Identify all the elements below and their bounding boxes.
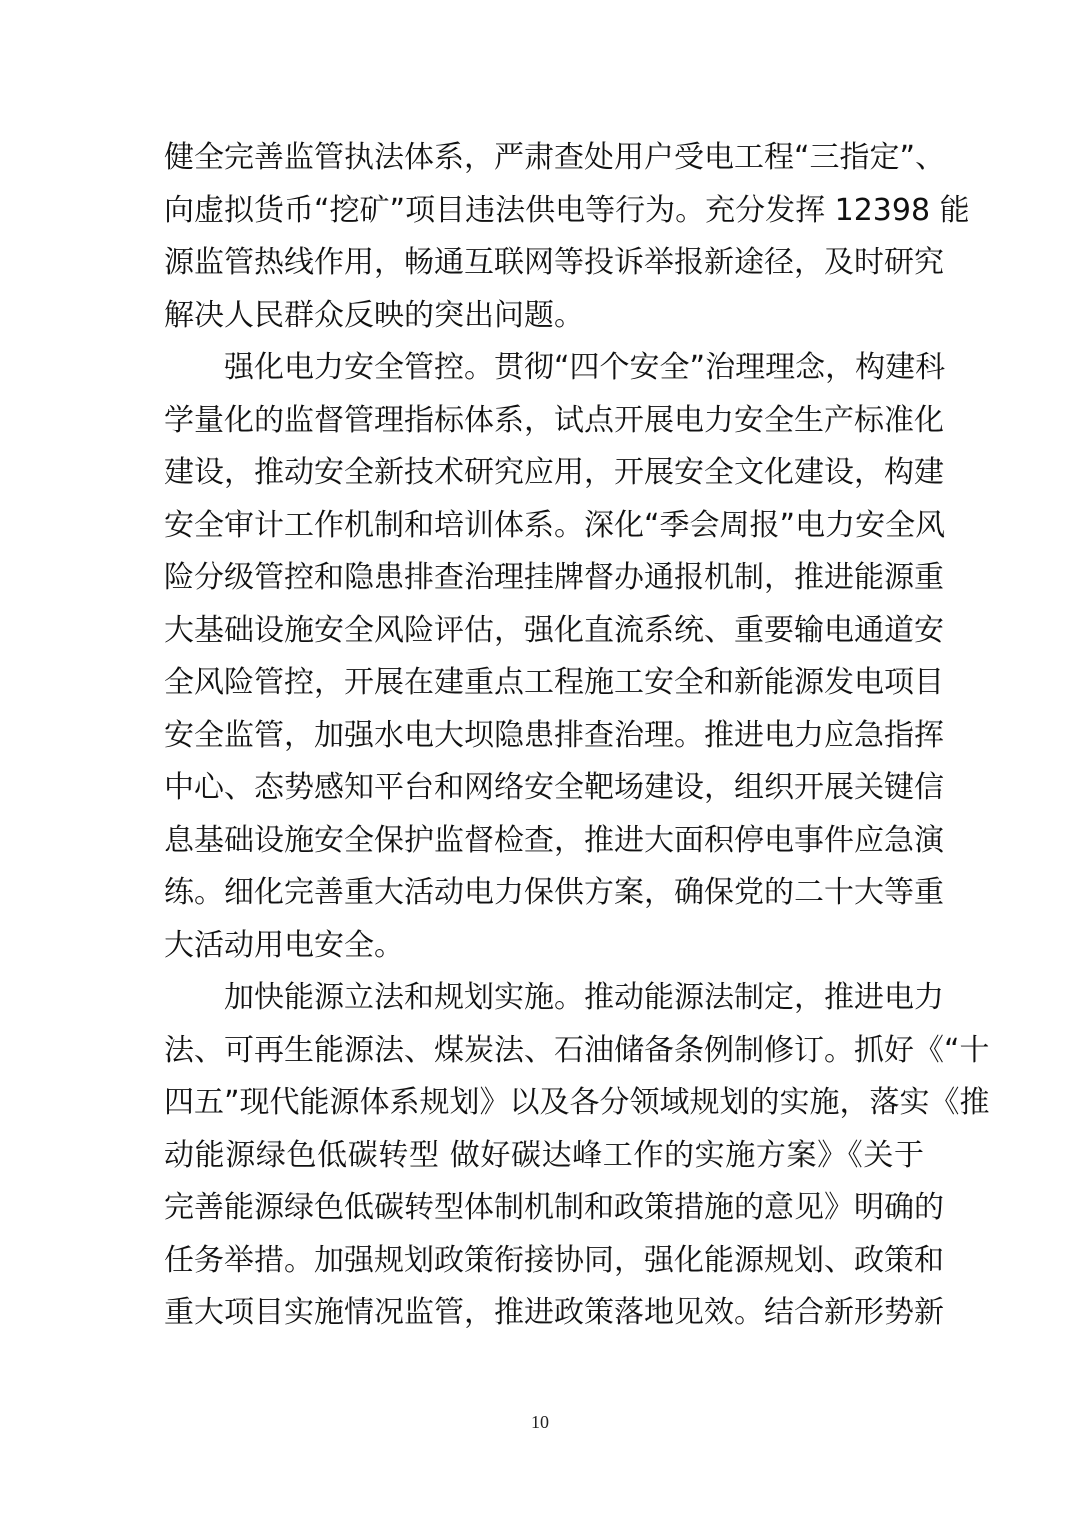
text-line-19: 四五”现代能源体系规划》以及各分领域规划的实施，落实《推 — [164, 1085, 990, 1120]
text-line-22: 任务举措。加强规划政策衔接协同，强化能源规划、政策和 — [164, 1242, 944, 1278]
text-line-21: 完善能源绿色低碳转型体制机制和政策措施的意见》明确的 — [164, 1190, 944, 1225]
text-line-1: 健全完善监管执法体系，严肃查处用户受电工程“三指定”、 — [164, 140, 946, 175]
text-line-20: 动能源绿色低碳转型 做好碳达峰工作的实施方案》《关于 — [164, 1137, 924, 1173]
text-line-9: 险分级管控和隐患排查治理挂牌督办通报机制，推进能源重 — [164, 560, 944, 595]
text-line-18: 法、可再生能源法、煤炭法、石油储备条例制修订。抓好《“十 — [164, 1032, 990, 1068]
text-line-6: 学量化的监督管理指标体系，试点开展电力安全生产标准化 — [164, 402, 944, 438]
text-line-10: 大基础设施安全风险评估，强化直流系统、重要输电通道安 — [164, 612, 944, 648]
text-line-23: 重大项目实施情况监管，推进政策落地见效。结合新形势新 — [164, 1295, 944, 1330]
text-line-3: 源监管热线作用，畅通互联网等投诉举报新途径，及时研究 — [164, 245, 944, 280]
text-line-17: 加快能源立法和规划实施。推动能源法制定，推进电力 — [224, 980, 944, 1015]
text-line-15: 练。细化完善重大活动电力保供方案，确保党的二十大等重 — [164, 875, 944, 910]
text-line-12: 安全监管，加强水电大坝隐患排查治理。推进电力应急指挥 — [164, 717, 944, 753]
text-line-8: 安全审计工作机制和培训体系。深化“季会周报”电力安全风 — [164, 507, 946, 543]
text-line-11: 全风险管控，开展在建重点工程施工安全和新能源发电项目 — [164, 665, 944, 700]
text-line-2: 向虚拟货币“挖矿”项目违法供电等行为。充分发挥 12398 能 — [164, 192, 970, 228]
text-line-14: 息基础设施安全保护监督检查，推进大面积停电事件应急演 — [164, 822, 944, 858]
page-number: 10 — [531, 1412, 549, 1432]
text-line-4: 解决人民群众反映的突出问题。 — [164, 297, 584, 333]
text-line-13: 中心、态势感知平台和网络安全靶场建设，组织开展关键信 — [164, 770, 944, 805]
body-text — [164, 132, 990, 1340]
text-line-7: 建设，推动安全新技术研究应用，开展安全文化建设，构建 — [164, 455, 944, 490]
text-line-5: 强化电力安全管控。贯彻“四个安全”治理理念，构建科 — [224, 350, 946, 385]
text-line-16: 大活动用电安全。 — [164, 927, 404, 963]
